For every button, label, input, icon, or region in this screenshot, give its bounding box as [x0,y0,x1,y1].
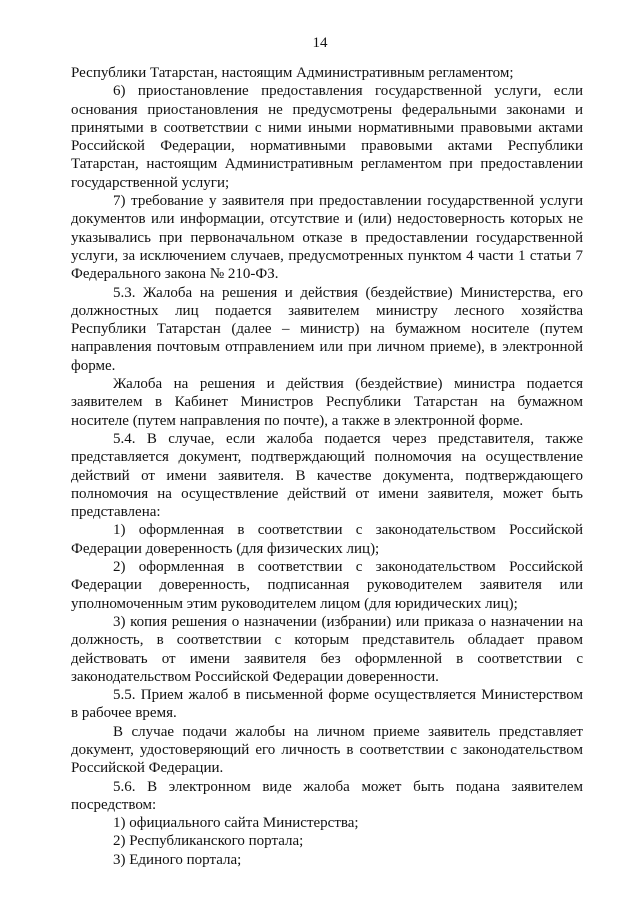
paragraph-5-3: 5.3. Жалоба на решения и действия (бездействие) Министерства, его должностных лиц подается заявителем министру лесного хозяйства Республики Татарстан (далее – министр) на бумажном носителе (путем направления почтовым отправлением или при личном приеме), в электронной форме. [71,284,583,374]
list-item-unified-portal: 3) Единого портала; [113,851,242,868]
list-item-2-power-of-attorney: 2) оформленная в соответствии с законодательством Российской Федерации доверенность, подписанная руководителем заявителя или уполномоченным этим руководителем лицом (для юридических лиц); [71,559,583,612]
paragraph-continuation: Республики Татарстан, настоящим Административным регламентом; [71,65,514,81]
document-body [71,64,583,869]
paragraph-5-4: 5.4. В случае, если жалоба подается через представителя, также представляется документ, подтверждающий полномочия на осуществление действий от имени заявителя. В качестве документа, подтверждающего полномочия на осуществление действий от имени заявителя, может быть представлена: [71,430,583,521]
list-item-official-site: 1) официального сайта Министерства; [113,815,359,832]
paragraph-5-6: 5.6. В электронном виде жалоба может быть подана заявителем посредством: [71,778,583,813]
list-item-republican-portal: 2) Республиканского портала; [113,833,304,850]
paragraph-complaint-minister: Жалоба на решения и действия (бездействие) министра подается заявителем в Кабинет Министров Республики Татарстан на бумажном носителе (путем направления по почте), а также в электронной форме. [71,376,583,429]
list-item-1-power-of-attorney: 1) оформленная в соответствии с законодательством Российской Федерации доверенность (для физических лиц); [71,522,583,557]
paragraph-item-6: 6) приостановление предоставления государственной услуги, если основания приостановления не предусмотрены федеральными законами и принятыми в соответствии с ними иными нормативными правовыми актами Российской Федерации, нормативными правовыми актами Республики Татарстан, настоящим Административным регламентом при предоставлении государственной услуги; [71,83,583,191]
list-item-3-appointment: 3) копия решения о назначении (избрании) или приказа о назначении на должность, в соответствии с которым представитель обладает правом действовать от имени заявителя без оформленной в соответствии с законодательством Российской Федерации доверенности. [71,613,583,685]
page-number: 14 [312,35,328,51]
paragraph-personal-reception: В случае подачи жалобы на личном приеме заявитель представляет документ, удостоверяющий его личность в соответствии с законодательством Российской Федерации. [71,723,583,777]
paragraph-item-7: 7) требование у заявителя при предоставлении государственной услуги документов или информации, отсутствие и (или) недостоверность которых не указывались при первоначальном отказе в предоставлении государственной услуги, за исключением случаев, предусмотренных пунктом 4 части 1 статьи 7 Федерального закона № 210-ФЗ. [71,193,583,283]
paragraph-5-5: 5.5. Прием жалоб в письменной форме осуществляется Министерством в рабочее время. [71,687,583,722]
